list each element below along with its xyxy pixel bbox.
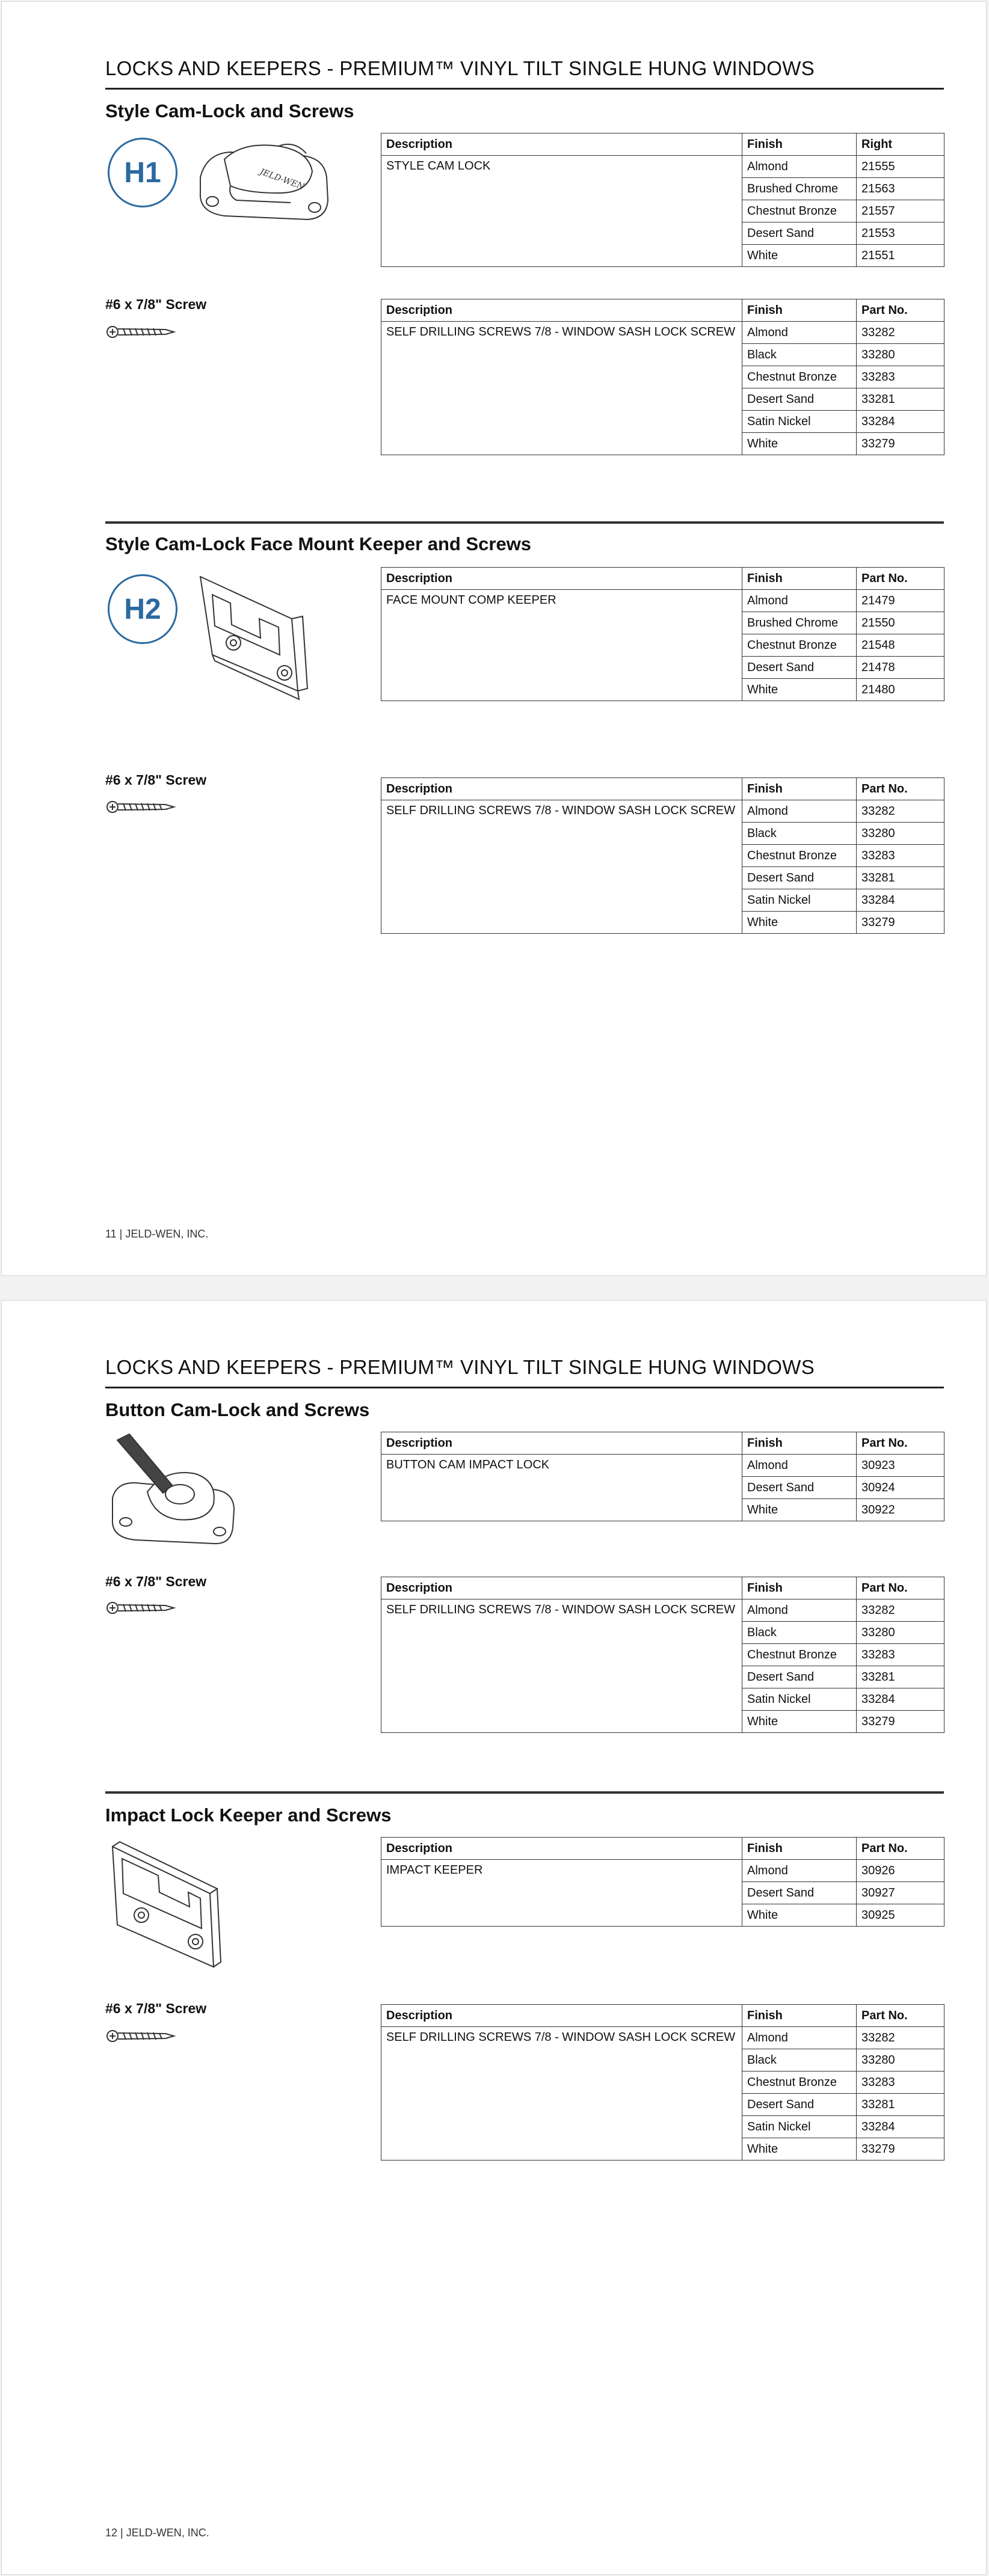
col-part-no: Part No. (857, 2005, 944, 2027)
table-cell: White (742, 679, 857, 701)
col-description: Description (381, 568, 742, 590)
table-cell: 30923 (857, 1455, 944, 1477)
table-cell: Almond (742, 590, 857, 612)
col-finish: Finish (742, 1838, 857, 1860)
screw-label: #6 x 7/8" Screw (105, 772, 207, 788)
col-part-no: Part No. (857, 1838, 944, 1860)
table-cell: 33284 (857, 411, 944, 433)
table-cell: Black (742, 1622, 857, 1644)
table-row (381, 299, 944, 322)
table-cell: 33283 (857, 845, 944, 867)
table-row (381, 778, 944, 800)
button-cam-lock-illustration (105, 1432, 244, 1550)
col-part-no: Part No. (857, 299, 944, 322)
table-cell: 33281 (857, 1666, 944, 1688)
description-cell: FACE MOUNT COMP KEEPER (381, 590, 742, 701)
page-title: LOCKS AND KEEPERS - PREMIUM™ VINYL TILT SINGLE HUNG WINDOWS (105, 1356, 815, 1378)
table-cell: Desert Sand (742, 657, 857, 679)
table-cell: Satin Nickel (742, 2116, 857, 2138)
page-footer: 11 | JELD-WEN, INC. (105, 1228, 209, 1240)
screw-label: #6 x 7/8" Screw (105, 296, 207, 312)
parts-table (381, 1837, 944, 1927)
screw-illustration (105, 2028, 177, 2044)
table-cell: White (742, 1711, 857, 1733)
table-cell: White (742, 1904, 857, 1927)
col-finish: Finish (742, 133, 857, 156)
table-cell: Satin Nickel (742, 889, 857, 912)
table-cell: White (742, 245, 857, 267)
table-cell: 33280 (857, 1622, 944, 1644)
table-cell: 33284 (857, 1688, 944, 1711)
table-cell: 21548 (857, 634, 944, 657)
table-cell: 33279 (857, 2138, 944, 2160)
table-cell: 21550 (857, 612, 944, 634)
table-cell: 21555 (857, 156, 944, 178)
screw-illustration (105, 324, 177, 340)
parts-table (381, 567, 944, 701)
table-cell: 21551 (857, 245, 944, 267)
table-cell: 33280 (857, 2049, 944, 2072)
table-cell: 33283 (857, 2072, 944, 2094)
col-finish: Finish (742, 1577, 857, 1599)
title-rule (105, 1387, 944, 1388)
table-cell: Almond (742, 800, 857, 823)
table-cell: Desert Sand (742, 1666, 857, 1688)
table-cell: 33282 (857, 800, 944, 823)
table-cell: 30924 (857, 1477, 944, 1499)
table-cell: Brushed Chrome (742, 178, 857, 200)
jeldwen-logo-mark: JELD-WEN (258, 167, 306, 192)
description-cell: SELF DRILLING SCREWS 7/8 - WINDOW SASH LOCK SCREW (381, 322, 742, 455)
table-row (381, 1432, 944, 1455)
col-part-no: Part No. (857, 568, 944, 590)
table-cell: 30925 (857, 1904, 944, 1927)
table-row (381, 1455, 944, 1477)
col-description: Description (381, 2005, 742, 2027)
table-cell: Desert Sand (742, 1882, 857, 1904)
col-part-no: Right (857, 133, 944, 156)
description-cell: BUTTON CAM IMPACT LOCK (381, 1455, 742, 1521)
table-cell: 21563 (857, 178, 944, 200)
table-cell: 33283 (857, 1644, 944, 1666)
table-cell: Desert Sand (742, 867, 857, 889)
parts-table (381, 1432, 944, 1521)
table-cell: Black (742, 2049, 857, 2072)
table-row (381, 590, 944, 612)
table-row (381, 1838, 944, 1860)
table-cell: Chestnut Bronze (742, 366, 857, 388)
table-cell: Almond (742, 1599, 857, 1622)
table-cell: 33279 (857, 912, 944, 934)
table-cell: Chestnut Bronze (742, 1644, 857, 1666)
description-cell: SELF DRILLING SCREWS 7/8 - WINDOW SASH LOCK SCREW (381, 1599, 742, 1733)
table-row (381, 1599, 944, 1622)
description-cell: SELF DRILLING SCREWS 7/8 - WINDOW SASH LOCK SCREW (381, 2027, 742, 2160)
col-finish: Finish (742, 2005, 857, 2027)
screw-illustration (105, 799, 177, 815)
table-row (381, 1860, 944, 1882)
impact-keeper-illustration (105, 1838, 232, 1983)
section-title: Impact Lock Keeper and Screws (105, 1805, 392, 1826)
col-finish: Finish (742, 568, 857, 590)
table-cell: 33280 (857, 823, 944, 845)
table-cell: Black (742, 823, 857, 845)
table-cell: 33281 (857, 867, 944, 889)
col-description: Description (381, 1432, 742, 1455)
cam-lock-illustration (188, 135, 333, 224)
page-title: LOCKS AND KEEPERS - PREMIUM™ VINYL TILT SINGLE HUNG WINDOWS (105, 57, 815, 79)
col-finish: Finish (742, 778, 857, 800)
table-cell: Brushed Chrome (742, 612, 857, 634)
screw-illustration (105, 1600, 177, 1616)
parts-table (381, 133, 944, 267)
section-rule (105, 1791, 944, 1794)
parts-table (381, 777, 944, 934)
col-description: Description (381, 133, 742, 156)
section-title: Button Cam-Lock and Screws (105, 1399, 370, 1420)
page-footer: 12 | JELD-WEN, INC. (105, 2527, 209, 2539)
table-cell: 21553 (857, 222, 944, 245)
table-cell: Desert Sand (742, 1477, 857, 1499)
section-title: Style Cam-Lock and Screws (105, 100, 354, 121)
table-row (381, 800, 944, 823)
parts-table (381, 299, 944, 455)
table-cell: White (742, 2138, 857, 2160)
col-description: Description (381, 1838, 742, 1860)
col-part-no: Part No. (857, 1577, 944, 1599)
table-cell: Satin Nickel (742, 1688, 857, 1711)
description-cell: SELF DRILLING SCREWS 7/8 - WINDOW SASH LOCK SCREW (381, 800, 742, 934)
table-cell: 30927 (857, 1882, 944, 1904)
table-row (381, 156, 944, 178)
section-title: Style Cam-Lock Face Mount Keeper and Screws (105, 533, 532, 554)
table-cell: 21480 (857, 679, 944, 701)
table-row (381, 1577, 944, 1599)
table-row (381, 2027, 944, 2049)
parts-table (381, 2004, 944, 2160)
face-mount-keeper-illustration (188, 571, 315, 710)
table-row (381, 568, 944, 590)
col-description: Description (381, 778, 742, 800)
table-cell: 30926 (857, 1860, 944, 1882)
catalog-page-12 (1, 1300, 987, 2575)
description-cell: IMPACT KEEPER (381, 1860, 742, 1927)
table-cell: 33279 (857, 1711, 944, 1733)
table-cell: Chestnut Bronze (742, 2072, 857, 2094)
table-cell: Almond (742, 322, 857, 344)
col-finish: Finish (742, 299, 857, 322)
table-cell: Desert Sand (742, 222, 857, 245)
table-cell: Chestnut Bronze (742, 200, 857, 222)
table-cell: Desert Sand (742, 388, 857, 411)
table-cell: 33280 (857, 344, 944, 366)
table-cell: 33282 (857, 2027, 944, 2049)
table-cell: 33281 (857, 388, 944, 411)
col-description: Description (381, 299, 742, 322)
screw-label: #6 x 7/8" Screw (105, 2001, 207, 2016)
table-cell: 33282 (857, 1599, 944, 1622)
table-cell: White (742, 433, 857, 455)
table-cell: Almond (742, 1860, 857, 1882)
badge-h1: H1 (108, 138, 177, 207)
table-cell: 30922 (857, 1499, 944, 1521)
table-cell: 21478 (857, 657, 944, 679)
table-cell: 33282 (857, 322, 944, 344)
table-cell: 33284 (857, 2116, 944, 2138)
table-cell: Chestnut Bronze (742, 634, 857, 657)
table-cell: 33279 (857, 433, 944, 455)
table-cell: Chestnut Bronze (742, 845, 857, 867)
col-description: Description (381, 1577, 742, 1599)
table-cell: Black (742, 344, 857, 366)
parts-table (381, 1577, 944, 1733)
table-cell: Almond (742, 2027, 857, 2049)
table-row (381, 133, 944, 156)
badge-h2: H2 (108, 574, 177, 644)
col-finish: Finish (742, 1432, 857, 1455)
table-cell: Almond (742, 1455, 857, 1477)
table-row (381, 2005, 944, 2027)
table-cell: Almond (742, 156, 857, 178)
section-rule (105, 521, 944, 524)
table-cell: 33284 (857, 889, 944, 912)
col-part-no: Part No. (857, 1432, 944, 1455)
screw-label: #6 x 7/8" Screw (105, 1574, 207, 1589)
catalog-page-11 (1, 1, 987, 1276)
description-cell: STYLE CAM LOCK (381, 156, 742, 267)
title-rule (105, 88, 944, 90)
table-cell: 33281 (857, 2094, 944, 2116)
table-cell: Satin Nickel (742, 411, 857, 433)
table-cell: 21557 (857, 200, 944, 222)
table-cell: 33283 (857, 366, 944, 388)
table-row (381, 322, 944, 344)
table-cell: White (742, 912, 857, 934)
table-cell: 21479 (857, 590, 944, 612)
col-part-no: Part No. (857, 778, 944, 800)
table-cell: Desert Sand (742, 2094, 857, 2116)
table-cell: White (742, 1499, 857, 1521)
